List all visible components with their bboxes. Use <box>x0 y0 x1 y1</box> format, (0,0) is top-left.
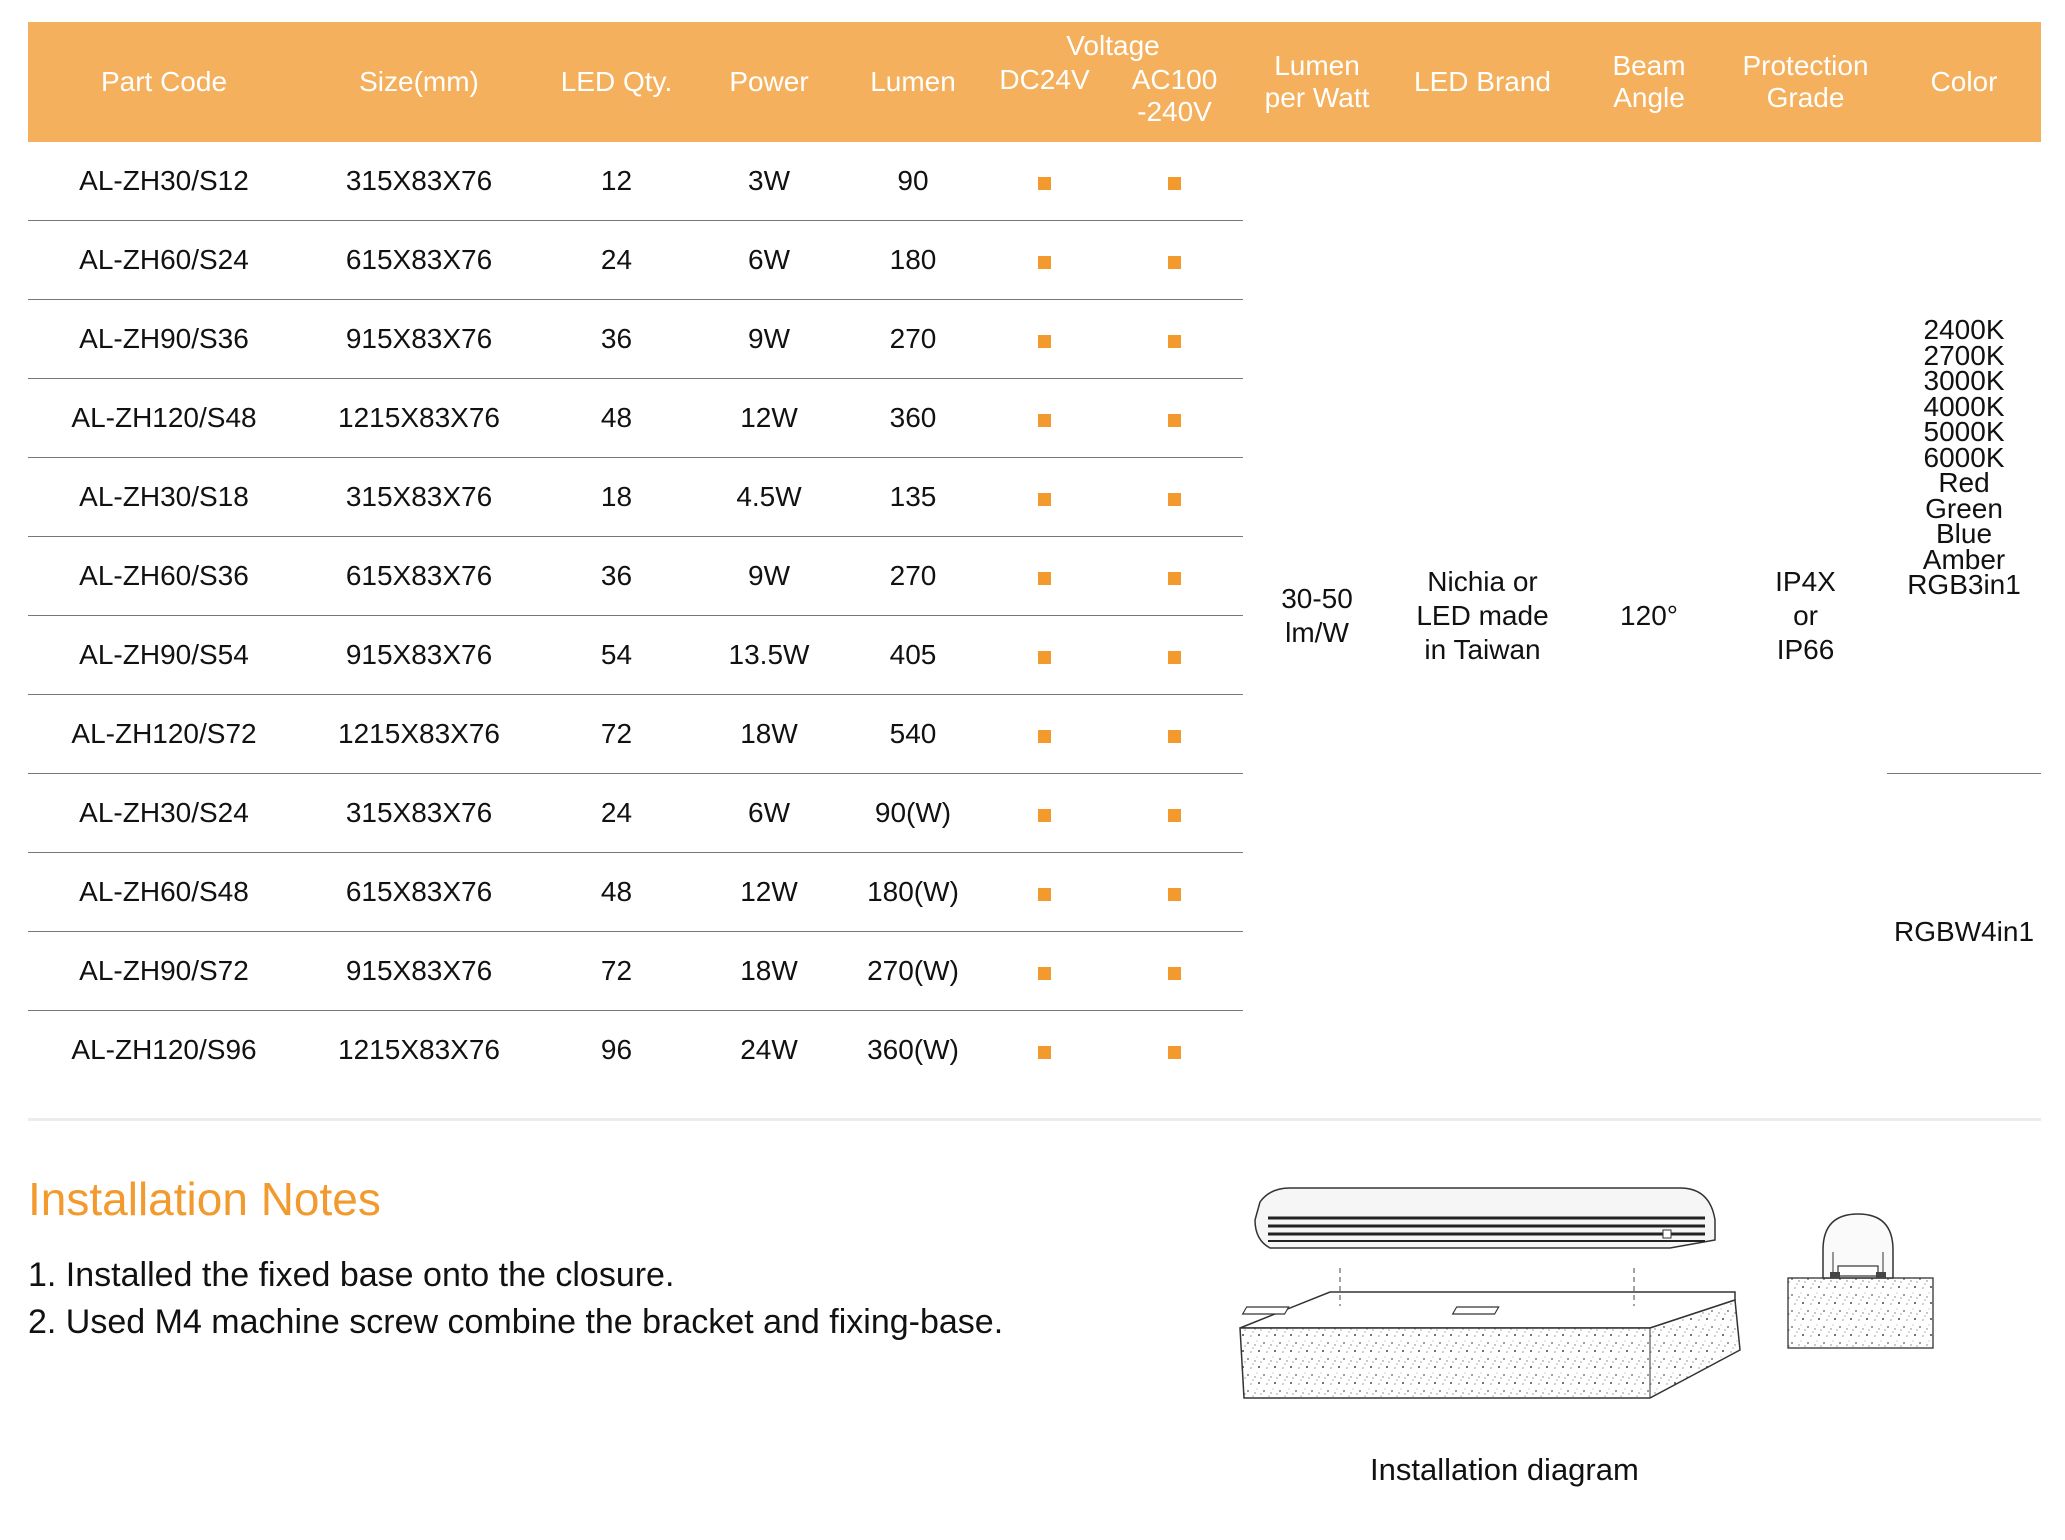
part-code-cell: AL-ZH60/S48 <box>28 853 300 932</box>
dc24v-marker-cell <box>983 300 1106 379</box>
power-cell: 9W <box>695 300 843 379</box>
ac-voltage-marker-cell <box>1106 142 1243 221</box>
lumen-cell: 540 <box>843 695 983 774</box>
ac-voltage-marker <box>1168 651 1181 664</box>
installation-notes-title: Installation Notes <box>28 1173 381 1225</box>
color-option: 3000K <box>1923 365 2005 397</box>
lumen-cell: 270 <box>843 300 983 379</box>
ac-voltage-marker-cell <box>1106 221 1243 300</box>
lumen-cell: 360(W) <box>867 1034 959 1065</box>
beam-value: 120° <box>1620 599 1678 631</box>
dc24v-marker-cell <box>983 1011 1106 1090</box>
header-part-code: Part Code <box>28 22 300 142</box>
size-cell: 915X83X76 <box>300 932 538 1011</box>
size-cell: 1215X83X76 <box>300 695 538 774</box>
prot-line1: IP4X <box>1775 565 1836 597</box>
ac-voltage-marker-cell <box>1106 1011 1243 1090</box>
dc24v-marker-cell <box>983 537 1106 616</box>
dc24v-marker-cell <box>983 932 1106 1011</box>
lumen-cell: 405 <box>843 616 983 695</box>
prot-line2: or <box>1793 599 1818 631</box>
size-cell: 1215X83X76 <box>338 1034 500 1065</box>
size-cell: 615X83X76 <box>300 221 538 300</box>
header-ac-line1: AC100 <box>1131 64 1218 95</box>
dc24v-marker <box>1038 414 1051 427</box>
color-option: Red <box>1938 467 1990 499</box>
part-code-cell: AL-ZH30/S12 <box>28 142 300 221</box>
ac-voltage-marker-cell <box>1106 853 1243 932</box>
color-option-rgbw-cell: RGBW4in1 <box>1893 915 2035 947</box>
size-cell: 915X83X76 <box>300 616 538 695</box>
dc24v-marker-cell <box>983 616 1106 695</box>
led-brand-cell <box>1391 142 1574 1089</box>
led-qty-cell: 72 <box>538 695 695 774</box>
ac-voltage-marker-cell <box>1106 616 1243 695</box>
ac-voltage-marker-cell <box>1106 932 1243 1011</box>
part-code-cell: AL-ZH60/S36 <box>28 537 300 616</box>
prot-line3: IP66 <box>1776 633 1835 665</box>
lumen-cell: 270 <box>843 537 983 616</box>
header-led-qty: LED Qty. <box>538 22 695 142</box>
header-prot-line2: Grade <box>1766 82 1845 113</box>
table-row <box>28 142 2041 221</box>
led-qty-cell: 18 <box>538 458 695 537</box>
lumen-cell: 135 <box>843 458 983 537</box>
ac-voltage-marker-cell <box>1106 458 1243 537</box>
led-qty-cell: 48 <box>538 379 695 458</box>
part-code-cell: AL-ZH90/S72 <box>28 932 300 1011</box>
lpw-line1: 30-50 <box>1281 582 1353 614</box>
installation-diagram-caption: Installation diagram <box>1370 1452 1639 1487</box>
dc24v-marker <box>1038 888 1051 901</box>
size-cell: 915X83X76 <box>300 300 538 379</box>
part-code-cell: AL-ZH60/S24 <box>28 221 300 300</box>
dc24v-marker <box>1038 493 1051 506</box>
color-option: RGB3in1 <box>1907 569 2021 601</box>
ac-voltage-marker <box>1168 572 1181 585</box>
dc24v-marker <box>1038 335 1051 348</box>
dc24v-marker-cell <box>983 853 1106 932</box>
ac-voltage-marker <box>1168 730 1181 743</box>
ac-voltage-marker-cell <box>1106 379 1243 458</box>
dc24v-marker <box>1038 177 1051 190</box>
power-cell: 4.5W <box>695 458 843 537</box>
ac-voltage-marker <box>1168 256 1181 269</box>
header-beam-angle <box>1574 22 1724 142</box>
led-qty-cell: 72 <box>538 932 695 1011</box>
lpw-line2: lm/W <box>1285 616 1349 648</box>
installation-diagram <box>1230 1180 1950 1420</box>
lumen-cell: 270(W) <box>843 932 983 1011</box>
power-cell: 13.5W <box>695 616 843 695</box>
header-lumen-per-watt <box>1243 22 1391 142</box>
installation-note-2: 2. Used M4 machine screw combine the bracket and fixing-base. <box>28 1303 1004 1341</box>
header-beam-line1: Beam <box>1612 50 1686 81</box>
header-ac-line2: -240V <box>1137 96 1212 127</box>
lumen-cell: 180 <box>843 221 983 300</box>
ac-voltage-marker <box>1168 1046 1181 1059</box>
led-qty-cell: 96 <box>600 1034 633 1065</box>
dc24v-marker <box>1038 809 1051 822</box>
dc24v-marker <box>1038 651 1051 664</box>
header-led-brand: LED Brand <box>1391 22 1574 142</box>
part-code-cell: AL-ZH30/S24 <box>28 774 300 853</box>
header-lpw-line2: per Watt <box>1264 82 1370 113</box>
ac-voltage-marker <box>1168 414 1181 427</box>
ac-voltage-marker-cell <box>1106 774 1243 853</box>
header-dc24v: DC24V <box>983 62 1106 142</box>
header-lumen: Lumen <box>843 22 983 142</box>
size-cell: 315X83X76 <box>300 142 538 221</box>
led-qty-cell: 36 <box>538 537 695 616</box>
dc24v-marker <box>1038 572 1051 585</box>
color-option: 6000K <box>1923 441 2005 473</box>
lumen-cell: 180(W) <box>843 853 983 932</box>
protection-grade-cell <box>1724 142 1887 1089</box>
ac-voltage-marker-cell <box>1106 537 1243 616</box>
ac-voltage-marker <box>1168 888 1181 901</box>
color-option: 5000K <box>1923 416 2005 448</box>
ac-voltage-marker <box>1168 809 1181 822</box>
ac-voltage-marker <box>1168 967 1181 980</box>
ac-voltage-marker <box>1168 335 1181 348</box>
color-option: 2400K <box>1923 314 2005 346</box>
part-code-cell: AL-ZH120/S48 <box>28 379 300 458</box>
header-lpw-line1: Lumen <box>1274 50 1360 81</box>
power-cell: 6W <box>695 774 843 853</box>
ac-voltage-marker-cell <box>1106 695 1243 774</box>
part-code-cell: AL-ZH90/S54 <box>28 616 300 695</box>
cross-section-graphic <box>1788 1214 1933 1348</box>
led-qty-cell: 24 <box>538 221 695 300</box>
size-cell: 315X83X76 <box>300 774 538 853</box>
size-cell: 1215X83X76 <box>300 379 538 458</box>
header-beam-line2: Angle <box>1613 82 1685 113</box>
brand-line3: in Taiwan <box>1424 633 1541 665</box>
dc24v-marker-cell <box>983 379 1106 458</box>
beam-angle-cell <box>1574 142 1724 1089</box>
power-cell: 12W <box>695 379 843 458</box>
section-divider <box>28 1118 2041 1121</box>
led-qty-cell: 24 <box>538 774 695 853</box>
dc24v-marker-cell <box>983 695 1106 774</box>
part-code-cell: AL-ZH120/S72 <box>28 695 300 774</box>
dc24v-marker-cell <box>983 142 1106 221</box>
header-power: Power <box>695 22 843 142</box>
installation-note-1: 1. Installed the fixed base onto the closure. <box>28 1256 675 1294</box>
power-cell: 24W <box>740 1034 798 1065</box>
size-cell: 615X83X76 <box>300 537 538 616</box>
part-code-cell: AL-ZH90/S36 <box>28 300 300 379</box>
power-cell: 18W <box>695 932 843 1011</box>
part-code-cell: AL-ZH30/S18 <box>28 458 300 537</box>
dc24v-marker <box>1038 1046 1051 1059</box>
color-options-cell <box>1887 142 2041 774</box>
spec-table <box>28 22 2041 1089</box>
power-cell: 9W <box>695 537 843 616</box>
ac-voltage-marker <box>1168 177 1181 190</box>
dc24v-marker <box>1038 256 1051 269</box>
led-qty-cell: 48 <box>538 853 695 932</box>
ac-voltage-marker <box>1168 493 1181 506</box>
header-protection-grade <box>1724 22 1887 142</box>
lumen-cell: 90 <box>843 142 983 221</box>
power-cell: 18W <box>695 695 843 774</box>
power-cell: 6W <box>695 221 843 300</box>
brand-line1: Nichia or <box>1427 565 1538 597</box>
dc24v-marker <box>1038 730 1051 743</box>
lumen-per-watt-cell <box>1243 142 1391 1089</box>
color-option: 4000K <box>1923 390 2005 422</box>
lumen-cell: 90(W) <box>843 774 983 853</box>
color-option: Green <box>1925 492 2003 524</box>
dc24v-marker-cell <box>983 458 1106 537</box>
header-size: Size(mm) <box>300 22 538 142</box>
size-cell: 615X83X76 <box>300 853 538 932</box>
header-prot-line1: Protection <box>1742 50 1869 81</box>
lumen-cell: 360 <box>843 379 983 458</box>
led-qty-cell: 36 <box>538 300 695 379</box>
led-qty-cell: 12 <box>538 142 695 221</box>
power-cell: 12W <box>695 853 843 932</box>
dc24v-marker <box>1038 967 1051 980</box>
dc24v-marker-cell <box>983 774 1106 853</box>
color-option: Amber <box>1922 543 2006 575</box>
header-color: Color <box>1887 22 2041 142</box>
led-qty-cell: 54 <box>538 616 695 695</box>
power-cell: 3W <box>695 142 843 221</box>
part-code-cell: AL-ZH120/S96 <box>71 1034 257 1065</box>
size-cell: 315X83X76 <box>300 458 538 537</box>
light-fixture-graphic <box>1255 1188 1715 1248</box>
header-voltage: Voltage <box>983 22 1243 62</box>
header-ac-voltage <box>1106 62 1243 142</box>
dc24v-marker-cell <box>983 221 1106 300</box>
color-option: Blue <box>1935 518 1993 550</box>
ac-voltage-marker-cell <box>1106 300 1243 379</box>
brand-line2: LED made <box>1416 599 1549 631</box>
color-option: 2700K <box>1923 339 2005 371</box>
